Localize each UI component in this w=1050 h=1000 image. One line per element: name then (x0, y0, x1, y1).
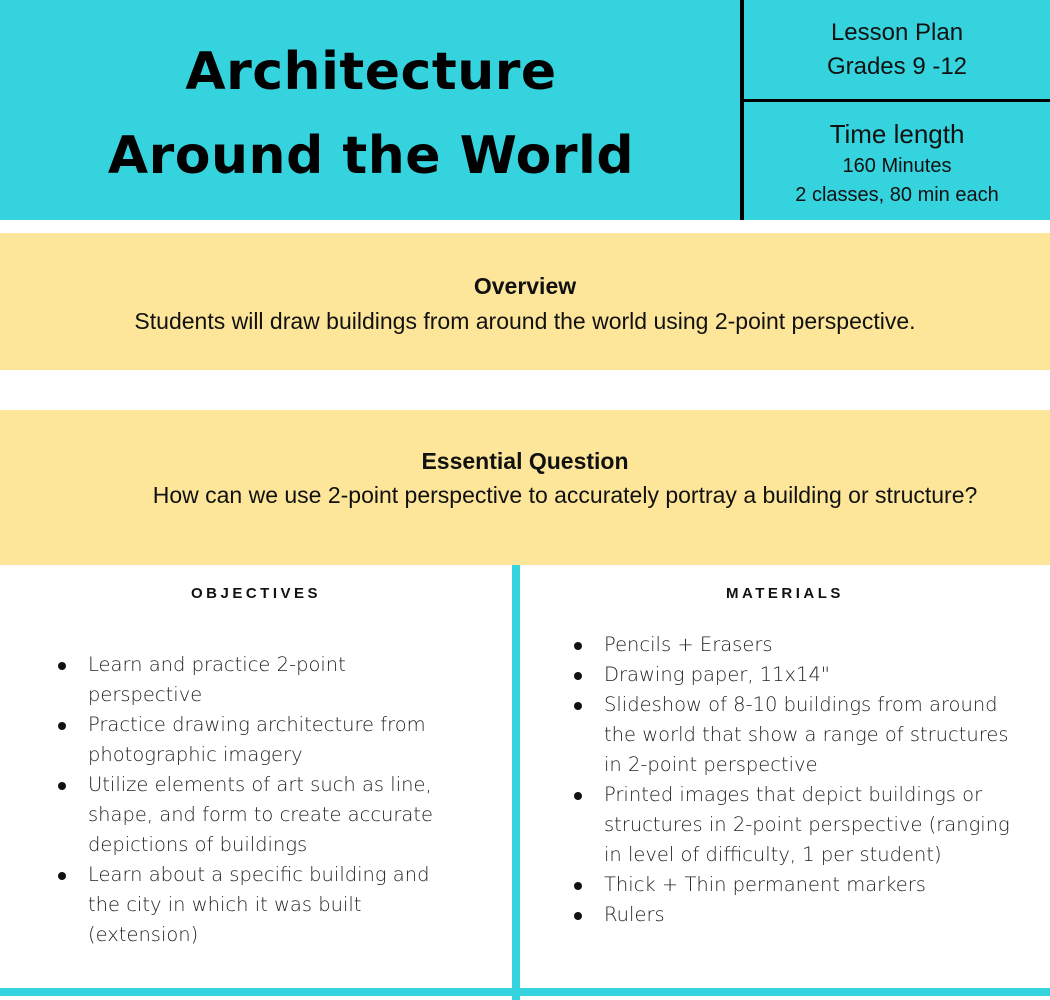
overview-text: Students will draw buildings from around the world using 2-point perspective. (134, 308, 916, 334)
essential-question-section (0, 410, 1050, 565)
list-item: Thick + Thin permanent markers (573, 870, 1013, 900)
header-horizontal-divider (742, 99, 1050, 102)
list-item: Pencils + Erasers (573, 630, 1013, 660)
overview-section (0, 233, 1050, 370)
time-length-label: Time length (829, 119, 965, 149)
essential-question-heading: Essential Question (421, 448, 629, 474)
list-item: Utilize elements of art such as line, shape, and form to create accurate depictions of buildings (57, 770, 457, 860)
lesson-title (0, 30, 742, 198)
bottom-rule (0, 988, 1050, 996)
list-item: Learn about a specific building and the city in which it was built (extension) (57, 860, 457, 950)
list-item: Drawing paper, 11x14" (573, 660, 1013, 690)
lesson-plan-label: Lesson Plan (830, 19, 964, 46)
grades-label: Grades 9 -12 (826, 53, 968, 80)
list-item: Practice drawing architecture from photographic imagery (57, 710, 457, 770)
title-line-1: Architecture (185, 42, 557, 102)
time-length-box (744, 116, 1050, 210)
materials-list (573, 630, 1013, 930)
essential-question-text: How can we use 2-point perspective to accurately portray a building or structure? (152, 482, 978, 508)
header-banner (0, 0, 1050, 220)
column-divider (512, 565, 520, 1000)
lesson-plan-box (744, 16, 1050, 84)
minutes-label: 160 Minutes (842, 155, 952, 177)
list-item: Rulers (573, 900, 1013, 930)
objectives-list (57, 650, 457, 950)
title-line-2: Around the World (107, 126, 635, 186)
list-item: Learn and practice 2-point perspective (57, 650, 457, 710)
objectives-heading: OBJECTIVES (190, 585, 322, 602)
overview-heading: Overview (473, 273, 577, 299)
materials-heading: MATERIALS (726, 585, 844, 602)
list-item: Slideshow of 8-10 buildings from around the world that show a range of structures in 2-point perspective (573, 690, 1013, 780)
list-item: Printed images that depict buildings or structures in 2-point perspective (ranging in level of difficulty, 1 per student) (573, 780, 1013, 870)
classes-label: 2 classes, 80 min each (795, 184, 999, 206)
